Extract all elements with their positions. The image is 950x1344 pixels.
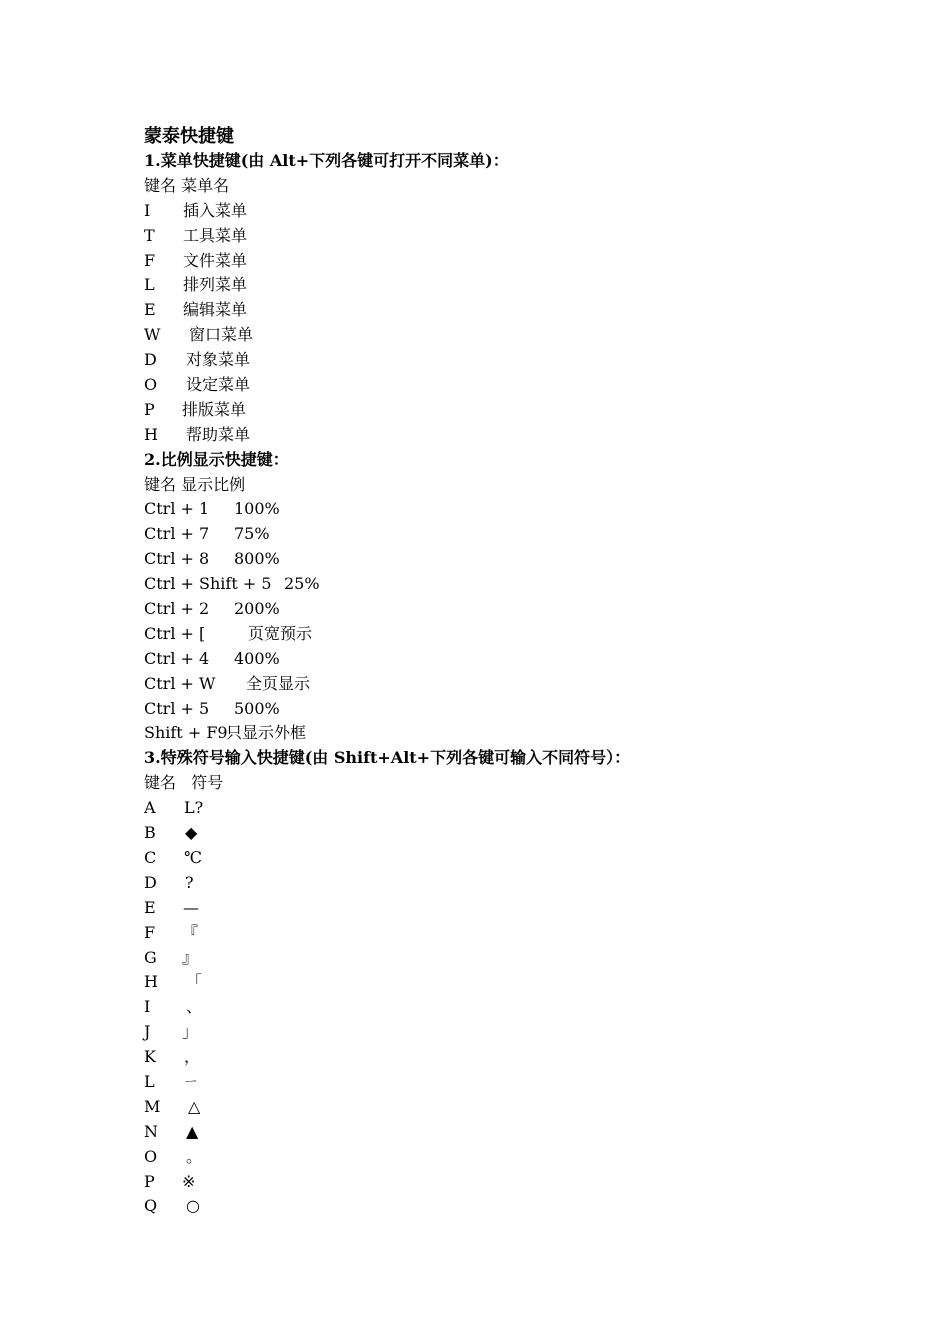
list-item <box>144 921 844 946</box>
list-item <box>144 224 844 249</box>
shortcut-value: ? <box>185 872 194 892</box>
list-item <box>144 1170 844 1195</box>
shortcut-value: 75% <box>234 524 270 544</box>
shortcut-key: Ctrl + 5 <box>144 698 210 718</box>
shortcut-key: M <box>144 1096 161 1116</box>
section3-heading: 3.特殊符号输入快捷键(由 Shift+Alt+下列各键可输入不同符号）： <box>144 748 631 768</box>
shortcut-value: △ <box>188 1096 201 1116</box>
shortcut-value: — <box>183 897 199 917</box>
shortcut-value: ， <box>184 1047 201 1067</box>
list-item <box>144 497 844 522</box>
zoom-shortcut-list <box>144 497 844 746</box>
shortcut-key: F <box>144 922 156 942</box>
shortcut-key: Ctrl + 1 <box>144 499 210 519</box>
shortcut-key: Ctrl + Shift + 5 <box>144 574 272 594</box>
list-item <box>144 1120 844 1145</box>
shortcut-key: K <box>144 1047 156 1067</box>
shortcut-key: O <box>144 375 158 395</box>
list-item <box>144 398 844 423</box>
shortcut-value: 800% <box>234 549 280 569</box>
shortcut-value: L? <box>184 798 204 818</box>
list-item <box>144 622 844 647</box>
shortcut-value: 25% <box>284 574 320 594</box>
list-item <box>144 522 844 547</box>
list-item <box>144 1145 844 1170</box>
shortcut-value: 编辑菜单 <box>183 300 248 320</box>
section1-heading: 1.菜单快捷键(由 Alt+下列各键可打开不同菜单)： <box>144 151 509 170</box>
shortcut-key: D <box>144 872 157 892</box>
list-item <box>144 1070 844 1095</box>
shortcut-key: L <box>144 1071 155 1091</box>
shortcut-value: 工具菜单 <box>183 225 248 245</box>
shortcut-key: F <box>144 250 156 270</box>
shortcut-key: T <box>144 225 155 245</box>
shortcut-key: I <box>144 200 151 220</box>
shortcut-key: E <box>144 300 156 320</box>
list-item <box>144 199 844 224</box>
shortcut-value: ◆ <box>185 823 198 843</box>
list-item <box>144 1020 844 1045</box>
shortcut-value: ▲ <box>186 1121 199 1141</box>
shortcut-key: Q <box>144 1196 158 1216</box>
shortcut-key: Ctrl + [ <box>144 623 206 643</box>
shortcut-key: I <box>144 997 151 1017</box>
list-item <box>144 323 844 348</box>
shortcut-key: Ctrl + 2 <box>144 599 210 619</box>
list-item <box>144 721 844 746</box>
section2-heading: 2.比例显示快捷键： <box>144 449 289 469</box>
shortcut-key: Ctrl + 7 <box>144 524 210 544</box>
shortcut-value: ℃ <box>184 847 202 867</box>
document-page <box>144 124 844 1219</box>
shortcut-key: N <box>144 1121 158 1141</box>
shortcut-value: 帮助菜单 <box>186 424 251 444</box>
shortcut-value: 排列菜单 <box>183 275 248 295</box>
shortcut-key: H <box>144 972 158 992</box>
symbol-shortcut-list <box>144 796 844 1219</box>
shortcut-key: L <box>144 275 155 295</box>
list-item <box>144 423 844 448</box>
list-item <box>144 298 844 323</box>
shortcut-value: 100% <box>234 499 280 519</box>
list-item <box>144 597 844 622</box>
shortcut-value: ○ <box>186 1196 200 1216</box>
shortcut-value: 500% <box>234 698 280 718</box>
list-item <box>144 348 844 373</box>
list-item <box>144 896 844 921</box>
section3-column-header: 键名 符号 <box>144 773 224 793</box>
shortcut-key: E <box>144 897 156 917</box>
list-item <box>144 796 844 821</box>
shortcut-value: 」 <box>182 1022 199 1042</box>
list-item <box>144 871 844 896</box>
shortcut-value: 「 <box>186 972 203 992</box>
shortcut-value: ※ <box>182 1171 196 1191</box>
shortcut-key: Shift + F9 <box>144 723 228 743</box>
list-item <box>144 946 844 971</box>
shortcut-key: H <box>144 424 158 444</box>
list-item <box>144 572 844 597</box>
list-item <box>144 995 844 1020</box>
list-item <box>144 373 844 398</box>
shortcut-value: 只显示外框 <box>226 723 307 743</box>
list-item <box>144 697 844 722</box>
list-item <box>144 1194 844 1219</box>
menu-shortcut-list <box>144 199 844 448</box>
shortcut-value: 200% <box>234 599 280 619</box>
shortcut-key: P <box>144 399 155 419</box>
shortcut-value: 』 <box>182 947 199 967</box>
shortcut-key: O <box>144 1146 158 1166</box>
shortcut-value: 页宽预示 <box>248 623 313 643</box>
shortcut-key: P <box>144 1171 155 1191</box>
shortcut-value: 『 <box>182 922 199 942</box>
shortcut-value: 插入菜单 <box>183 200 248 220</box>
list-item <box>144 249 844 274</box>
document-title: 蒙泰快捷键 <box>144 126 234 147</box>
list-item <box>144 647 844 672</box>
shortcut-key: Ctrl + 4 <box>144 648 210 668</box>
shortcut-value: ㄧ <box>183 1071 200 1091</box>
list-item <box>144 273 844 298</box>
shortcut-value: 窗口菜单 <box>189 325 254 345</box>
list-item <box>144 821 844 846</box>
shortcut-value: 全页显示 <box>246 673 311 693</box>
shortcut-key: Ctrl + W <box>144 673 216 693</box>
list-item <box>144 672 844 697</box>
shortcut-key: B <box>144 823 156 843</box>
shortcut-value: 文件菜单 <box>183 250 248 270</box>
shortcut-value: 。 <box>186 1146 203 1166</box>
shortcut-key: A <box>144 798 156 818</box>
shortcut-value: 设定菜单 <box>186 375 251 395</box>
list-item <box>144 547 844 572</box>
section2-column-header: 键名 显示比例 <box>144 474 246 494</box>
list-item <box>144 970 844 995</box>
shortcut-key: C <box>144 847 157 867</box>
shortcut-key: W <box>144 325 161 345</box>
section1-column-header: 键名 菜单名 <box>144 175 230 195</box>
shortcut-value: 排版菜单 <box>182 399 247 419</box>
shortcut-key: G <box>144 947 157 967</box>
shortcut-value: 400% <box>234 648 280 668</box>
shortcut-value: 对象菜单 <box>186 350 251 370</box>
list-item <box>144 1045 844 1070</box>
shortcut-key: D <box>144 350 157 370</box>
list-item <box>144 846 844 871</box>
shortcut-key: J <box>144 1022 151 1042</box>
shortcut-key: Ctrl + 8 <box>144 549 210 569</box>
list-item <box>144 1095 844 1120</box>
shortcut-value: 、 <box>186 997 203 1017</box>
